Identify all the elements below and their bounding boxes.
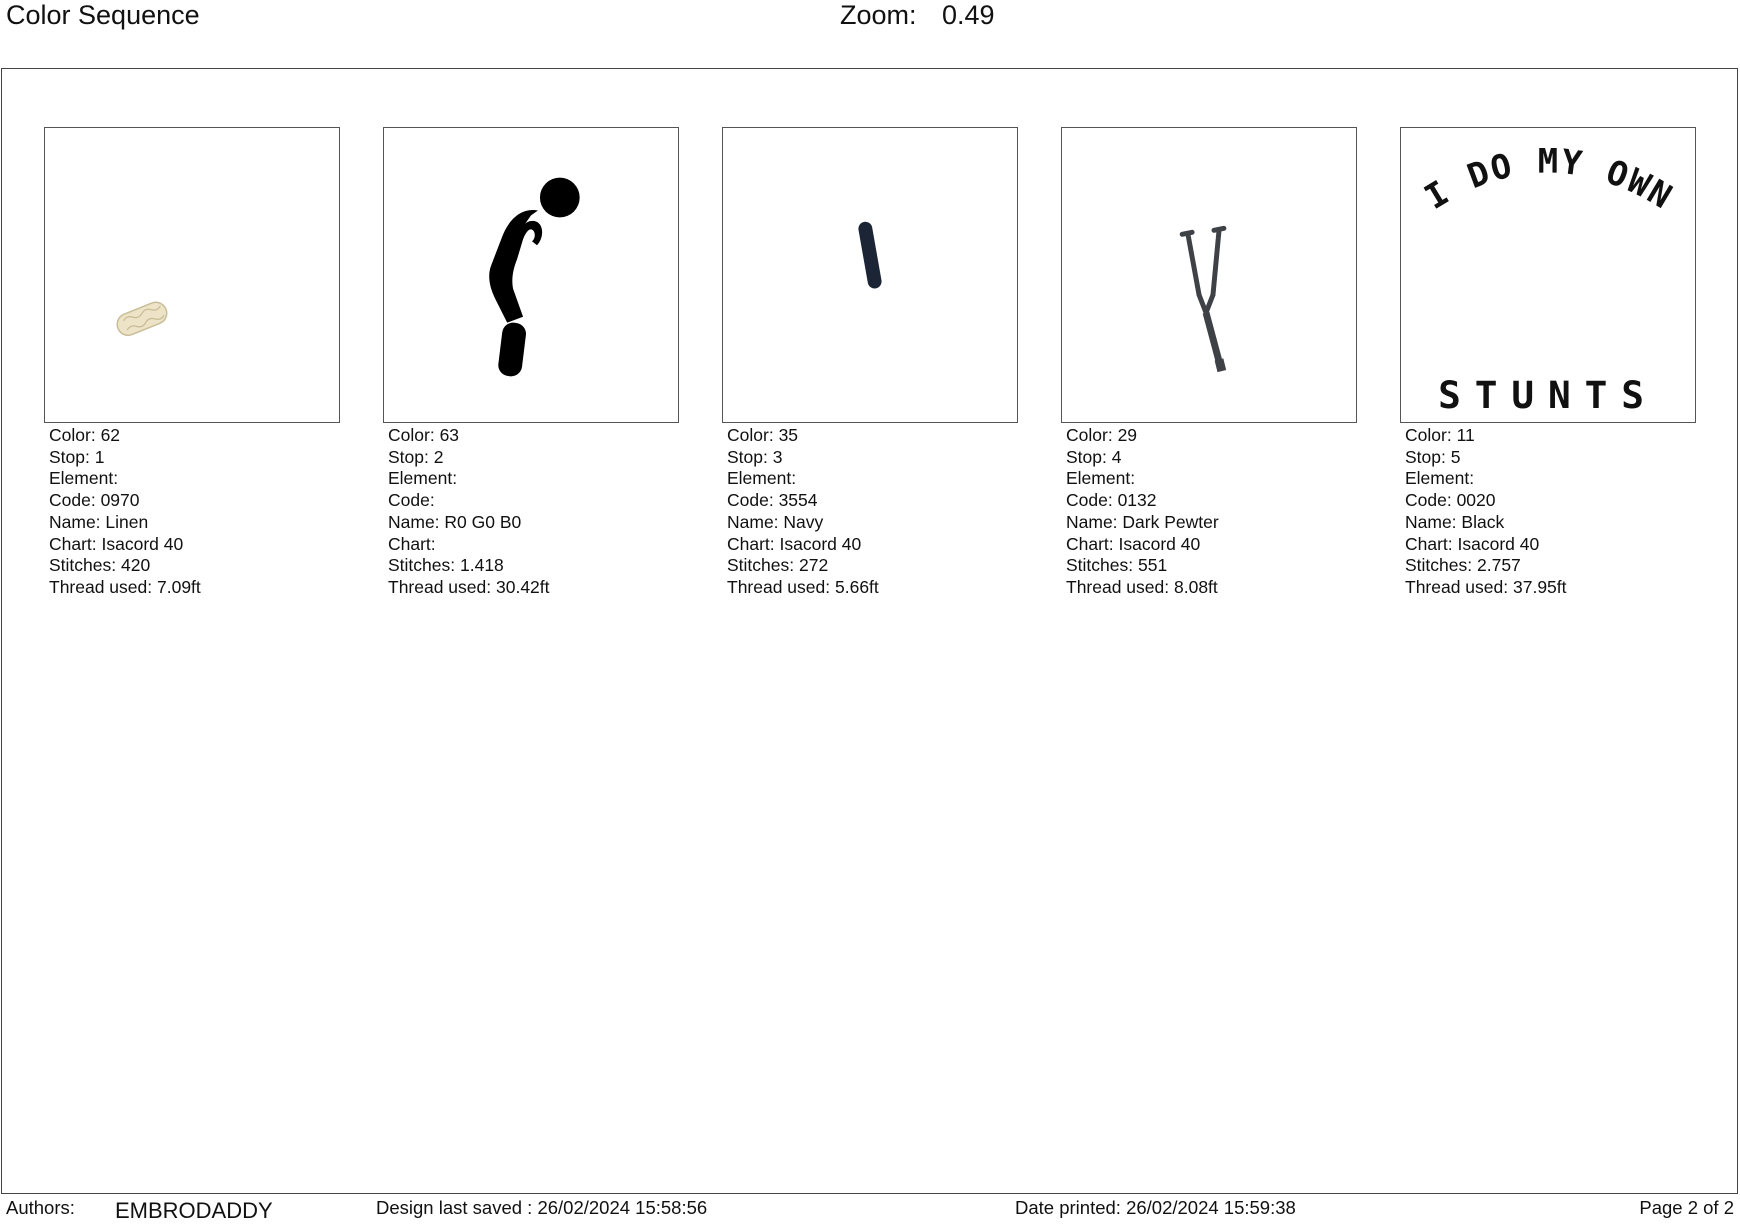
stop-row: Stop: 4	[1066, 446, 1122, 467]
stop-5-info	[1400, 425, 1696, 599]
stick-figure-icon	[384, 128, 678, 422]
stop-3-info	[722, 425, 1018, 599]
page-title: Color Sequence	[6, 0, 200, 30]
stop-row: Stop: 3	[727, 446, 783, 467]
color-stop-card-3	[722, 127, 1018, 599]
code-row: Code: 3554	[727, 490, 818, 511]
name-row: Name: Black	[1405, 511, 1505, 532]
stitches-row: Stitches: 2.757	[1405, 555, 1521, 576]
element-row: Element:	[1066, 468, 1136, 489]
color-stop-card-4	[1061, 127, 1357, 599]
stop-1-thumbnail	[44, 127, 340, 423]
code-row: Code:	[388, 490, 435, 511]
chart-row: Chart: Isacord 40	[1405, 533, 1540, 554]
crutch-icon	[1062, 128, 1356, 422]
color-row: Color: 63	[388, 425, 460, 445]
arm-sling-icon	[723, 128, 1017, 422]
lettering-top: I DO MY OWN	[1417, 141, 1681, 218]
element-row: Element:	[49, 468, 119, 489]
thread-row: Thread used: 5.66ft	[727, 576, 879, 597]
stop-2-thumbnail	[383, 127, 679, 423]
chart-row: Chart: Isacord 40	[727, 533, 862, 554]
name-row: Name: Dark Pewter	[1066, 511, 1219, 532]
stitches-row: Stitches: 272	[727, 555, 829, 576]
color-stop-card-5	[1400, 127, 1696, 599]
authors-label: Authors:	[6, 1197, 75, 1218]
crutch-tip	[1215, 358, 1227, 372]
sling-bar	[857, 221, 882, 290]
design-saved: Design last saved : 26/02/2024 15:58:56	[376, 1197, 708, 1218]
figure-head	[540, 178, 580, 218]
page-footer	[0, 1194, 1740, 1226]
authors-value: EMBRODADDY	[115, 1198, 273, 1223]
figure-torso	[489, 210, 542, 323]
stop-4-info	[1061, 425, 1357, 599]
stop-5-thumbnail	[1400, 127, 1696, 423]
code-row: Code: 0132	[1066, 490, 1157, 511]
code-row: Code: 0970	[49, 490, 140, 511]
stop-row: Stop: 2	[388, 446, 444, 467]
element-row: Element:	[727, 468, 797, 489]
thread-row: Thread used: 37.95ft	[1405, 576, 1567, 597]
code-row: Code: 0020	[1405, 490, 1496, 511]
color-stop-card-1	[44, 127, 340, 599]
stop-1-info	[44, 425, 340, 599]
figure-leg	[497, 321, 527, 377]
stop-2-info	[383, 425, 679, 599]
thread-row: Thread used: 8.08ft	[1066, 576, 1218, 597]
stitches-row: Stitches: 1.418	[388, 555, 504, 576]
name-row: Name: R0 G0 B0	[388, 511, 522, 532]
stitches-row: Stitches: 551	[1066, 555, 1168, 576]
chart-row: Chart: Isacord 40	[1066, 533, 1201, 554]
stop-row: Stop: 1	[49, 446, 105, 467]
thread-row: Thread used: 30.42ft	[388, 576, 550, 597]
stop-4-thumbnail	[1061, 127, 1357, 423]
lettering-bottom: STUNTS	[1438, 373, 1658, 418]
chart-row: Chart: Isacord 40	[49, 533, 184, 554]
element-row: Element:	[388, 468, 458, 489]
name-row: Name: Linen	[49, 511, 149, 532]
color-row: Color: 29	[1066, 425, 1138, 445]
bandage-patch-icon	[45, 128, 339, 422]
stunts-lettering-icon	[1401, 128, 1695, 422]
chart-row: Chart:	[388, 533, 436, 554]
stop-3-thumbnail	[722, 127, 1018, 423]
stop-row: Stop: 5	[1405, 446, 1461, 467]
page-number: Page 2 of 2	[1639, 1197, 1734, 1218]
color-row: Color: 62	[49, 425, 121, 445]
date-printed: Date printed: 26/02/2024 15:59:38	[1015, 1197, 1296, 1218]
thread-row: Thread used: 7.09ft	[49, 576, 201, 597]
stitches-row: Stitches: 420	[49, 555, 151, 576]
zoom-label: Zoom:	[840, 0, 917, 30]
patch-shape	[114, 299, 170, 339]
crutch-shape	[1182, 228, 1224, 368]
color-stop-card-2	[383, 127, 679, 599]
color-row: Color: 35	[727, 425, 799, 445]
name-row: Name: Navy	[727, 511, 824, 532]
zoom-value: 0.49	[942, 0, 995, 30]
element-row: Element:	[1405, 468, 1475, 489]
color-row: Color: 11	[1405, 425, 1475, 445]
